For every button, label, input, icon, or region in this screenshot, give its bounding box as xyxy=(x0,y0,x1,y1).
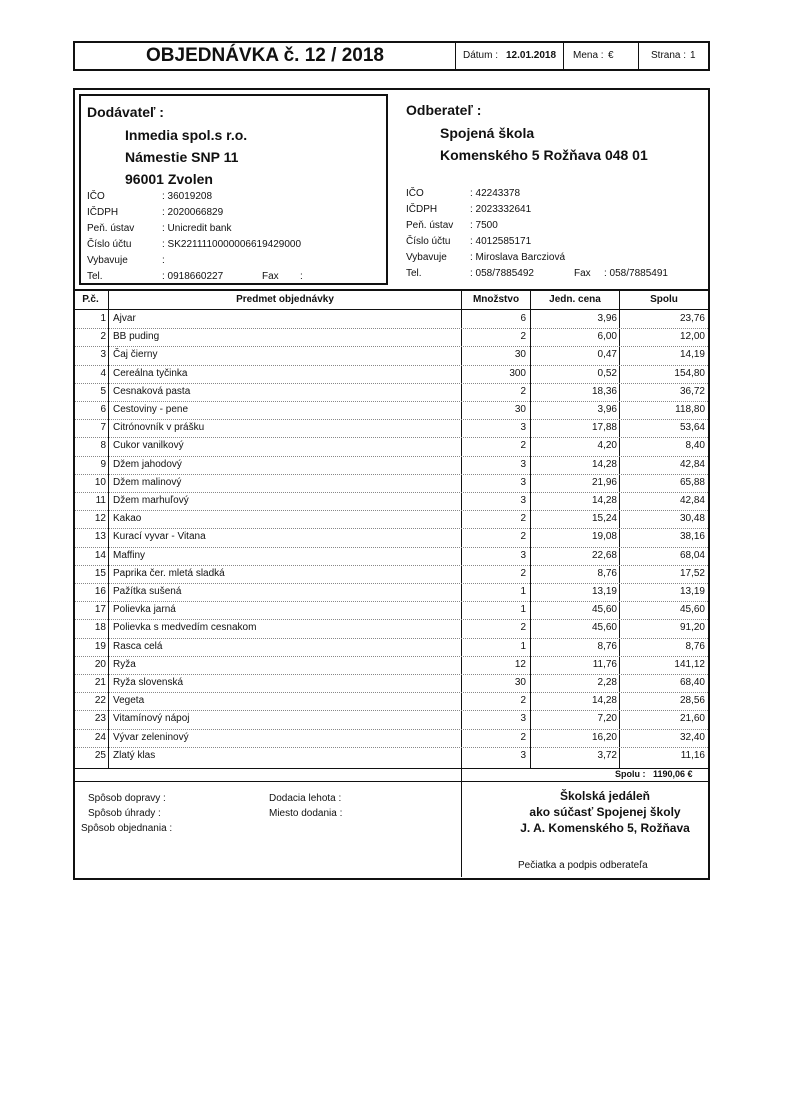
customer-field: Vybavuje : Miroslava Barcziová xyxy=(406,252,566,263)
quantity: 3 xyxy=(520,549,526,561)
items-table xyxy=(73,291,710,880)
supplier-box xyxy=(79,94,388,285)
row-number: 20 xyxy=(94,658,106,670)
total-divider xyxy=(75,768,708,769)
table-row xyxy=(75,474,708,492)
customer-fax-label: Fax xyxy=(574,268,591,279)
payment-label: Spôsob úhrady : xyxy=(88,808,161,819)
item-name: Polievka jarná xyxy=(113,604,176,616)
quantity: 1 xyxy=(520,640,526,652)
delivery-place-label: Miesto dodania : xyxy=(269,808,343,819)
row-total: 30,48 xyxy=(679,513,705,525)
supplier-field: Peň. ústav : Unicredit bank xyxy=(87,223,232,234)
unit-price: 19,08 xyxy=(591,531,617,543)
unit-price: 6,00 xyxy=(597,331,617,343)
row-number: 6 xyxy=(100,404,106,415)
row-total: 8,40 xyxy=(685,440,705,452)
customer-fax: : 058/7885491 xyxy=(604,268,668,279)
stamp-line: ako súčasť Spojenej školy xyxy=(529,805,681,819)
table-row xyxy=(75,492,708,510)
customer-field: Číslo účtu : 4012585171 xyxy=(406,236,532,247)
row-number: 7 xyxy=(100,422,106,434)
col-header-qty: Množstvo xyxy=(472,294,520,305)
currency-label: Mena : xyxy=(573,50,604,61)
row-total: 154,80 xyxy=(674,367,705,379)
supplier-name: Inmedia spol.s r.o. xyxy=(125,127,248,143)
row-number: 13 xyxy=(94,531,106,543)
unit-price: 14,28 xyxy=(591,695,617,707)
parties-section xyxy=(73,88,710,291)
item-name: Džem jahodový xyxy=(113,458,182,470)
unit-price: 0,52 xyxy=(597,367,617,379)
signature-label: Pečiatka a podpis odberateľa xyxy=(518,860,648,871)
col-header-unit-price: Jedn. cena xyxy=(549,294,601,305)
unit-price: 3,96 xyxy=(597,404,617,415)
item-name: Ryža slovenská xyxy=(113,677,184,688)
table-row xyxy=(75,638,708,656)
item-name: Cukor vanilkový xyxy=(113,440,184,452)
supplier-field: Tel. : 0918660227 Fax : xyxy=(87,269,303,285)
quantity: 2 xyxy=(520,731,526,743)
unit-price: 17,88 xyxy=(591,422,617,434)
order-title: OBJEDNÁVKA č. 12 / 2018 xyxy=(146,45,384,66)
item-name: Vývar zeleninový xyxy=(113,731,189,743)
item-name: Čaj čierny xyxy=(113,349,158,361)
row-total: 91,20 xyxy=(679,622,705,634)
row-number: 11 xyxy=(95,495,106,506)
row-number: 4 xyxy=(100,367,106,379)
unit-price: 21,96 xyxy=(591,476,617,488)
quantity: 3 xyxy=(520,713,526,725)
item-name: Cestoviny - pene xyxy=(113,404,189,415)
unit-price: 15,24 xyxy=(591,513,617,525)
row-total: 32,40 xyxy=(679,731,705,743)
row-total: 141,12 xyxy=(674,658,705,670)
row-number: 9 xyxy=(100,458,106,470)
item-name: Vegeta xyxy=(113,695,145,707)
table-row xyxy=(75,510,708,528)
row-number: 2 xyxy=(100,331,106,343)
quantity: 30 xyxy=(514,349,526,361)
quantity: 2 xyxy=(520,695,526,707)
supplier-field: Vybavuje : xyxy=(87,255,165,266)
customer-fields xyxy=(406,186,668,282)
row-number: 3 xyxy=(100,349,106,361)
unit-price: 45,60 xyxy=(591,604,617,616)
unit-price: 22,68 xyxy=(591,549,617,561)
row-total: 53,64 xyxy=(679,422,705,434)
row-total: 12,00 xyxy=(679,331,705,343)
unit-price: 14,28 xyxy=(591,495,617,506)
customer-field: Tel. : 058/7885492 Fax : 058/7885491 xyxy=(406,266,668,282)
stamp-line: J. A. Komenského 5, Rožňava xyxy=(520,821,690,835)
item-name: Maffiny xyxy=(113,549,146,561)
table-row xyxy=(75,583,708,601)
row-number: 1 xyxy=(100,313,106,324)
customer-field: IČO : 42243378 xyxy=(406,188,521,199)
quantity: 6 xyxy=(520,313,526,324)
table-row xyxy=(75,383,708,401)
unit-price: 8,76 xyxy=(597,567,617,579)
page-value: 1 xyxy=(690,50,696,61)
supplier-field: Číslo účtu : SK2211110000006619429000 xyxy=(87,239,302,250)
row-total: 36,72 xyxy=(679,385,705,397)
table-row xyxy=(75,328,708,346)
row-number: 16 xyxy=(94,586,106,597)
item-name: Zlatý klas xyxy=(113,749,156,761)
item-name: Citrónovník v prášku xyxy=(113,422,205,434)
col-header-pc: P.č. xyxy=(82,294,99,305)
row-number: 5 xyxy=(100,385,106,397)
row-number: 19 xyxy=(94,640,106,652)
page-label: Strana : xyxy=(651,50,687,61)
table-row xyxy=(75,729,708,747)
row-number: 14 xyxy=(94,549,106,561)
item-name: Paprika čer. mletá sladká xyxy=(113,567,225,579)
customer-name: Spojená škola xyxy=(440,125,535,141)
row-number: 18 xyxy=(94,622,106,634)
table-row xyxy=(75,419,708,437)
item-name: Kakao xyxy=(113,513,142,525)
supplier-street: Námestie SNP 11 xyxy=(125,149,239,165)
item-name: Ryža xyxy=(113,658,136,670)
quantity: 2 xyxy=(520,513,526,525)
unit-price: 18,36 xyxy=(591,385,617,397)
quantity: 12 xyxy=(514,658,526,670)
table-row xyxy=(75,547,708,565)
total-label: Spolu : xyxy=(615,769,646,779)
quantity: 1 xyxy=(520,586,526,597)
quantity: 3 xyxy=(520,476,526,488)
delivery-term-label: Dodacia lehota : xyxy=(269,793,342,804)
row-number: 22 xyxy=(94,695,106,707)
table-row xyxy=(75,346,708,364)
row-total: 42,84 xyxy=(679,458,705,470)
row-total: 17,52 xyxy=(679,567,705,579)
quantity: 2 xyxy=(520,622,526,634)
quantity: 30 xyxy=(514,677,526,688)
divider xyxy=(455,43,456,69)
unit-price: 2,28 xyxy=(597,677,617,688)
ordering-label: Spôsob objednania : xyxy=(81,823,173,834)
supplier-field: IČDPH : 2020066829 xyxy=(87,207,224,218)
table-row xyxy=(75,747,708,765)
table-row xyxy=(75,601,708,619)
quantity: 3 xyxy=(520,422,526,434)
unit-price: 45,60 xyxy=(591,622,617,634)
row-total: 45,60 xyxy=(679,604,705,616)
footer-divider xyxy=(75,781,708,782)
table-row xyxy=(75,710,708,728)
quantity: 2 xyxy=(520,567,526,579)
table-row xyxy=(75,674,708,692)
row-total: 118,80 xyxy=(675,404,705,415)
supplier-fields xyxy=(87,189,303,285)
row-total: 65,88 xyxy=(679,476,705,488)
unit-price: 4,20 xyxy=(597,440,617,452)
row-total: 23,76 xyxy=(679,313,705,324)
unit-price: 8,76 xyxy=(597,640,617,652)
customer-address: Komenského 5 Rožňava 048 01 xyxy=(440,147,648,163)
row-number: 21 xyxy=(94,677,106,688)
table-row xyxy=(75,619,708,637)
row-number: 8 xyxy=(100,440,106,452)
supplier-fax-label: Fax xyxy=(262,271,279,282)
row-total: 8,76 xyxy=(685,640,705,652)
table-row xyxy=(75,401,708,419)
unit-price: 3,72 xyxy=(597,749,617,761)
row-number: 24 xyxy=(94,731,106,743)
item-name: Džem malinový xyxy=(113,476,182,488)
table-row xyxy=(75,456,708,474)
quantity: 2 xyxy=(520,385,526,397)
date-value: 12.01.2018 xyxy=(506,50,557,61)
item-name: BB puding xyxy=(113,331,160,343)
divider xyxy=(638,43,639,69)
customer-field: IČDPH : 2023332641 xyxy=(406,204,532,215)
row-total: 14,19 xyxy=(679,349,705,361)
stamp-line: Školská jedáleň xyxy=(559,789,651,803)
table-row xyxy=(75,692,708,710)
currency-value: € xyxy=(608,50,614,61)
customer-field: Peň. ústav : 7500 xyxy=(406,220,498,231)
item-name: Pažítka sušená xyxy=(113,586,182,597)
unit-price: 14,28 xyxy=(591,458,617,470)
row-total: 11,16 xyxy=(680,749,705,761)
row-total: 38,16 xyxy=(679,531,705,543)
row-number: 12 xyxy=(94,513,106,525)
row-total: 68,40 xyxy=(679,677,705,688)
item-name: Vitamínový nápoj xyxy=(113,713,190,725)
item-name: Ajvar xyxy=(113,313,136,324)
quantity: 3 xyxy=(520,749,526,761)
unit-price: 3,96 xyxy=(597,313,617,324)
supplier-city: 96001 Zvolen xyxy=(125,171,213,187)
table-row xyxy=(75,310,708,328)
item-name: Polievka s medvedím cesnakom xyxy=(113,622,257,634)
quantity: 30 xyxy=(514,404,526,415)
col-header-item: Predmet objednávky xyxy=(236,294,334,305)
item-name: Cereálna tyčinka xyxy=(113,367,188,379)
row-number: 15 xyxy=(94,567,106,579)
unit-price: 0,47 xyxy=(597,349,617,361)
row-total: 13,19 xyxy=(679,586,705,597)
date-label: Dátum : xyxy=(463,50,499,61)
quantity: 2 xyxy=(520,440,526,452)
item-name: Rasca celá xyxy=(113,640,163,652)
quantity: 2 xyxy=(520,331,526,343)
quantity: 300 xyxy=(509,367,526,379)
order-header xyxy=(73,41,710,71)
supplier-field: IČO : 36019208 xyxy=(87,191,213,202)
unit-price: 16,20 xyxy=(591,731,617,743)
row-number: 17 xyxy=(94,604,106,616)
table-row xyxy=(75,437,708,455)
customer-heading: Odberateľ : xyxy=(406,102,482,118)
row-number: 10 xyxy=(94,476,106,488)
unit-price: 11,76 xyxy=(592,658,617,670)
quantity: 2 xyxy=(520,531,526,543)
total-value: 1190,06 € xyxy=(653,769,693,779)
transport-label: Spôsob dopravy : xyxy=(88,793,166,804)
quantity: 3 xyxy=(520,495,526,506)
col-header-total: Spolu xyxy=(650,294,678,305)
table-row xyxy=(75,528,708,546)
table-row xyxy=(75,656,708,674)
school-stamp xyxy=(495,788,715,836)
item-name: Cesnaková pasta xyxy=(113,385,191,397)
row-total: 42,84 xyxy=(679,495,705,506)
row-total: 21,60 xyxy=(679,713,705,725)
row-total: 28,56 xyxy=(679,695,705,707)
supplier-heading: Dodávateľ : xyxy=(87,104,164,120)
row-number: 25 xyxy=(94,749,106,761)
unit-price: 7,20 xyxy=(597,713,617,725)
item-name: Kurací vyvar - Vitana xyxy=(113,531,206,543)
row-total: 68,04 xyxy=(679,549,705,561)
item-name: Džem marhuľový xyxy=(113,495,189,506)
quantity: 3 xyxy=(520,458,526,470)
quantity: 1 xyxy=(520,604,526,616)
table-row xyxy=(75,365,708,383)
table-row xyxy=(75,565,708,583)
unit-price: 13,19 xyxy=(591,586,617,597)
divider xyxy=(563,43,564,69)
supplier-fax: : xyxy=(300,271,303,282)
row-number: 23 xyxy=(94,713,106,725)
